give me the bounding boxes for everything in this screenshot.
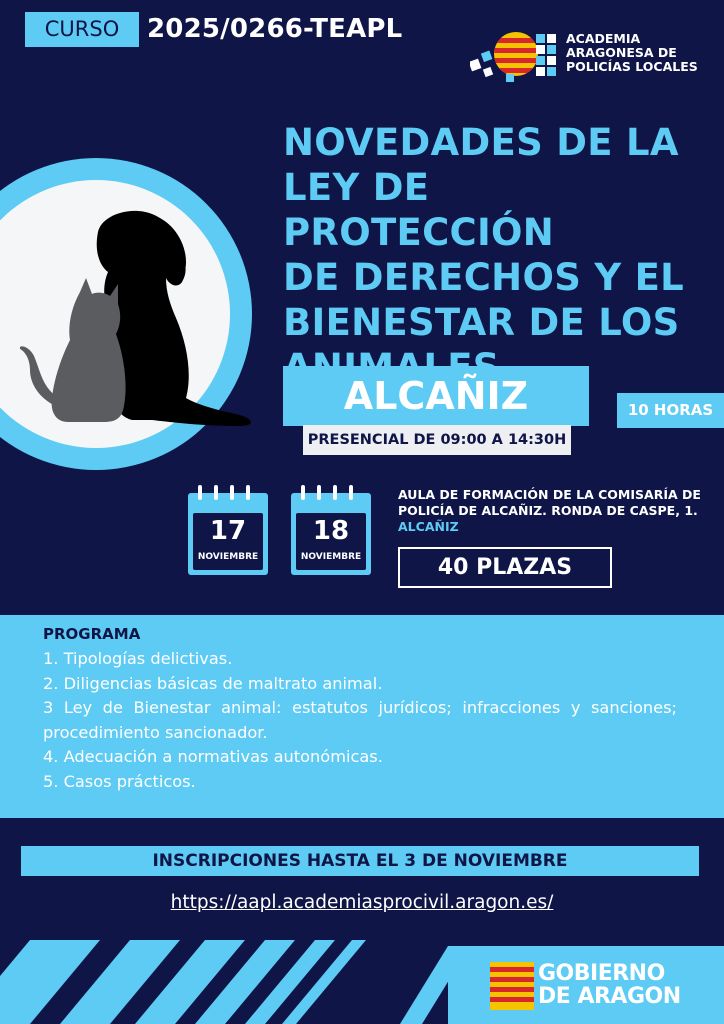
calendar-day: 18 <box>312 516 350 546</box>
venue-address <box>398 487 703 535</box>
course-code: 2025/0266-TEAPL <box>147 14 403 44</box>
academy-name <box>566 32 698 74</box>
government-logo-text <box>538 962 681 1008</box>
gov-line2: DE ARAGON <box>538 984 681 1009</box>
calendar-date-2 <box>291 485 371 575</box>
academy-name-line2: ARAGONESA DE <box>566 45 677 60</box>
registration-link[interactable]: https://aapl.academiasprocivil.aragon.es/ <box>170 892 554 913</box>
program-item: 1. Tipologías delictivas. <box>43 649 233 668</box>
calendar-month: NOVIEMBRE <box>197 552 259 562</box>
seats-badge: 40 PLAZAS <box>398 547 612 588</box>
title-line3: DE DERECHOS Y EL <box>283 256 685 299</box>
city-banner: ALCAÑIZ <box>283 366 589 426</box>
program-item: 3 Ley de Bienestar animal: estatutos jurídicos; infracciones y sanciones; procedimiento sancionador. <box>43 698 677 742</box>
academy-name-line1: ACADEMIA <box>566 31 641 46</box>
program-item: 4. Adecuación a normativas autonómicas. <box>43 747 383 766</box>
hours-badge: 10 HORAS <box>617 393 724 428</box>
title-line4: BIENESTAR DE LOS <box>283 301 680 344</box>
aragon-flag-icon <box>490 962 534 1010</box>
program-list <box>43 647 677 794</box>
title-line1: NOVEDADES DE LA <box>283 121 679 164</box>
program-item: 5. Casos prácticos. <box>43 771 196 791</box>
course-label: CURSO <box>25 12 139 47</box>
venue-line1: AULA DE FORMACIÓN DE LA COMISARÍA DE <box>398 487 701 502</box>
calendar-icon <box>188 493 268 575</box>
calendar-month: NOVIEMBRE <box>300 552 362 562</box>
program-item: 2. Diligencias básicas de maltrato animal. <box>43 673 383 693</box>
gov-line1: GOBIERNO <box>538 961 665 986</box>
venue-city: ALCAÑIZ <box>398 519 459 534</box>
academy-name-line3: POLICÍAS LOCALES <box>566 59 698 74</box>
calendar-date-1 <box>188 485 268 575</box>
calendar-day: 17 <box>209 516 247 546</box>
course-title <box>283 120 713 390</box>
calendar-icon <box>291 493 371 575</box>
schedule-label: PRESENCIAL DE 09:00 A 14:30H <box>303 425 571 455</box>
program-section <box>0 615 724 818</box>
venue-line2: POLICÍA DE ALCAÑIZ. RONDA DE CASPE, 1. <box>398 503 698 518</box>
program-title: PROGRAMA <box>43 625 141 643</box>
dog-and-cat-silhouette-icon <box>20 200 260 440</box>
title-line2: LEY DE PROTECCIÓN <box>283 166 555 254</box>
registration-deadline: INSCRIPCIONES HASTA EL 3 DE NOVIEMBRE <box>21 846 699 876</box>
